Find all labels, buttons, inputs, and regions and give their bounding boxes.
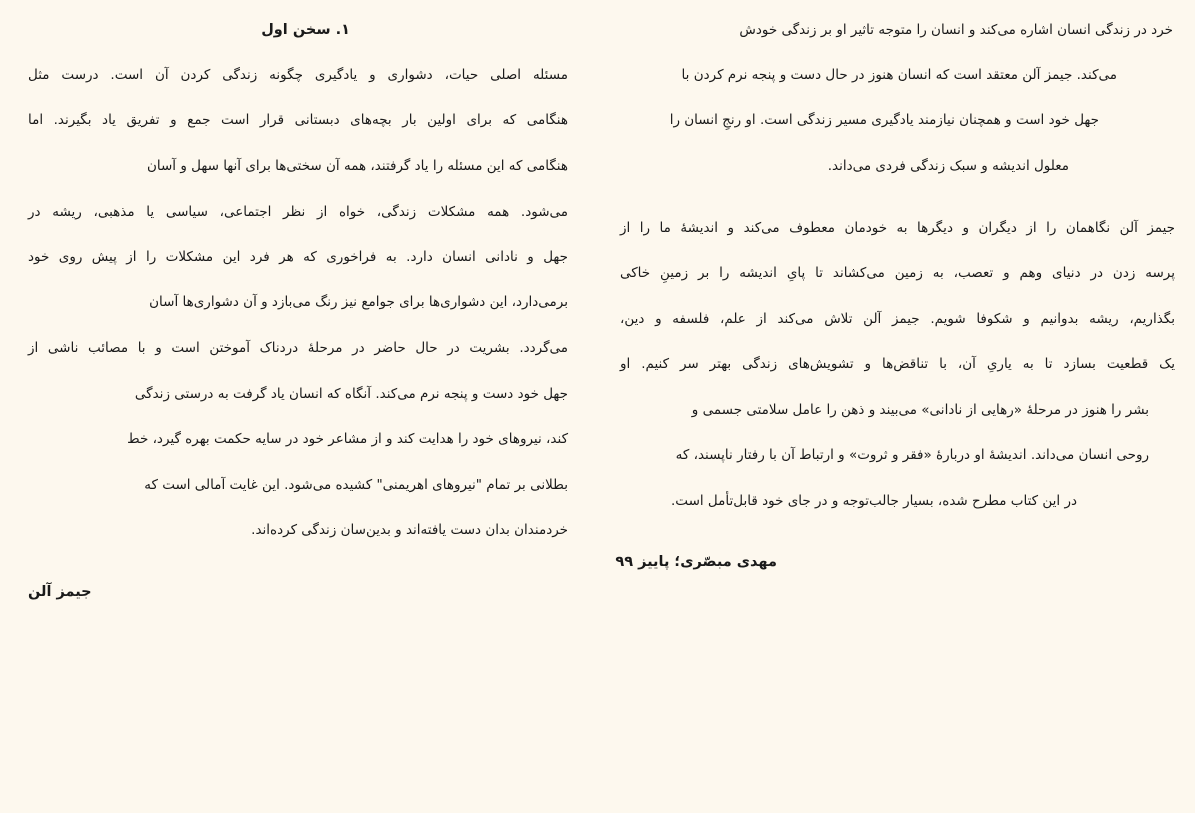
text-line: می‌کند. جیمز آلن معتقد است که انسان هنوز در حال دست و پنجه نرم کردن با xyxy=(681,67,1117,83)
text-line: برمی‌دارد، این دشواری‌ها برای جوامع نیز رنگ می‌بازد و آن دشواری‌ها آسان xyxy=(149,294,568,310)
text-line: هنگامی که این مسئله را یاد گرفتند، همه آن سختی‌ها برای آنها سهل و آسان xyxy=(146,158,568,174)
section-heading: ۱. سخن اول xyxy=(261,22,350,38)
text-line: معلول اندیشه و سبک زندگی فردی می‌داند. xyxy=(827,158,1069,174)
translator-signature: مهدی مبصّری؛ پاییز ۹۹ xyxy=(615,554,777,570)
text-line: خردمندان بدان دست یافته‌اند و بدین‌سان زندگی کرده‌اند. xyxy=(251,522,568,538)
text-line: کند، نیروهای خود را هدایت کند و از مشاعر خود در سایه حکمت بهره گیرد، خط xyxy=(127,431,568,447)
text-line: بطلانی بر تمام "نیروهای اهریمنی" کشیده می‌شود. این غایت آمالی است که xyxy=(144,477,568,493)
text-line: جهل خود است و همچنان نیازمند یادگیری مسیر زندگی است. او رنجِ انسان را xyxy=(669,112,1099,128)
text-line: جهل خود دست و پنجه نرم می‌کند. آنگاه که انسان یاد گرفت به درستی زندگی xyxy=(134,386,568,402)
right-page xyxy=(615,0,1175,813)
text-line: می‌شود. همه مشکلات زندگی، خواه از نظر اجتماعی، سیاسی یا مذهبی، ریشه در xyxy=(28,204,568,220)
text-line: یک قطعیت بسازد تا به یاریِ آن، با تناقض‌ها و تشویش‌های زندگی بهتر سر کنیم. او xyxy=(620,356,1175,372)
text-line: پرسه زدن در دنیای وهم و تعصب، به زمین می‌کشاند تا پایِ اندیشه را بر زمینِ خاکی xyxy=(620,265,1175,281)
text-line: مسئله اصلی حیات، دشواری و یادگیری چگونه زندگی کردن آن است. درست مثل xyxy=(28,67,568,83)
text-line: هنگامی که برای اولین بار بچه‌های دبستانی قرار است جمع و تفریق یاد بگیرند. اما xyxy=(28,112,568,128)
text-line: در این کتاب مطرح شده، بسیار جالب‌توجه و در جای خود قابل‌تأمل است. xyxy=(671,493,1077,509)
author-signature: جیمز آلن xyxy=(28,584,92,600)
text-line: بگذاریم، ریشه بدوانیم و شکوفا شویم. جیمز آلن تلاش می‌کند از علم، فلسفه و دین، xyxy=(620,311,1175,327)
text-line: روحی انسان می‌داند. اندیشهٔ او دربارهٔ «فقر و ثروت» و ارتباط آن با رفتار ناپسند، که xyxy=(675,447,1149,463)
left-page xyxy=(28,0,568,813)
text-line: جیمز آلن نگاهمان را از دیگران و دیگرها به خودمان معطوف می‌کند و اندیشهٔ ما را از xyxy=(620,220,1175,236)
text-line: جهل و نادانی انسان دارد. به فراخوری که هر فرد این مشکلات را از پیش روی خود xyxy=(28,249,568,265)
text-line: خرد در زندگی انسان اشاره می‌کند و انسان را متوجه تاثیر او بر زندگی خودش xyxy=(739,22,1173,38)
text-line: می‌گردد. بشریت در حال حاضر در مرحلهٔ دردناک آموختن است و با مصائب ناشی از xyxy=(28,340,568,356)
text-line: بشر را هنوز در مرحلهٔ «رهایی از نادانی» می‌بیند و ذهن را عامل سلامتی جسمی و xyxy=(691,402,1149,418)
